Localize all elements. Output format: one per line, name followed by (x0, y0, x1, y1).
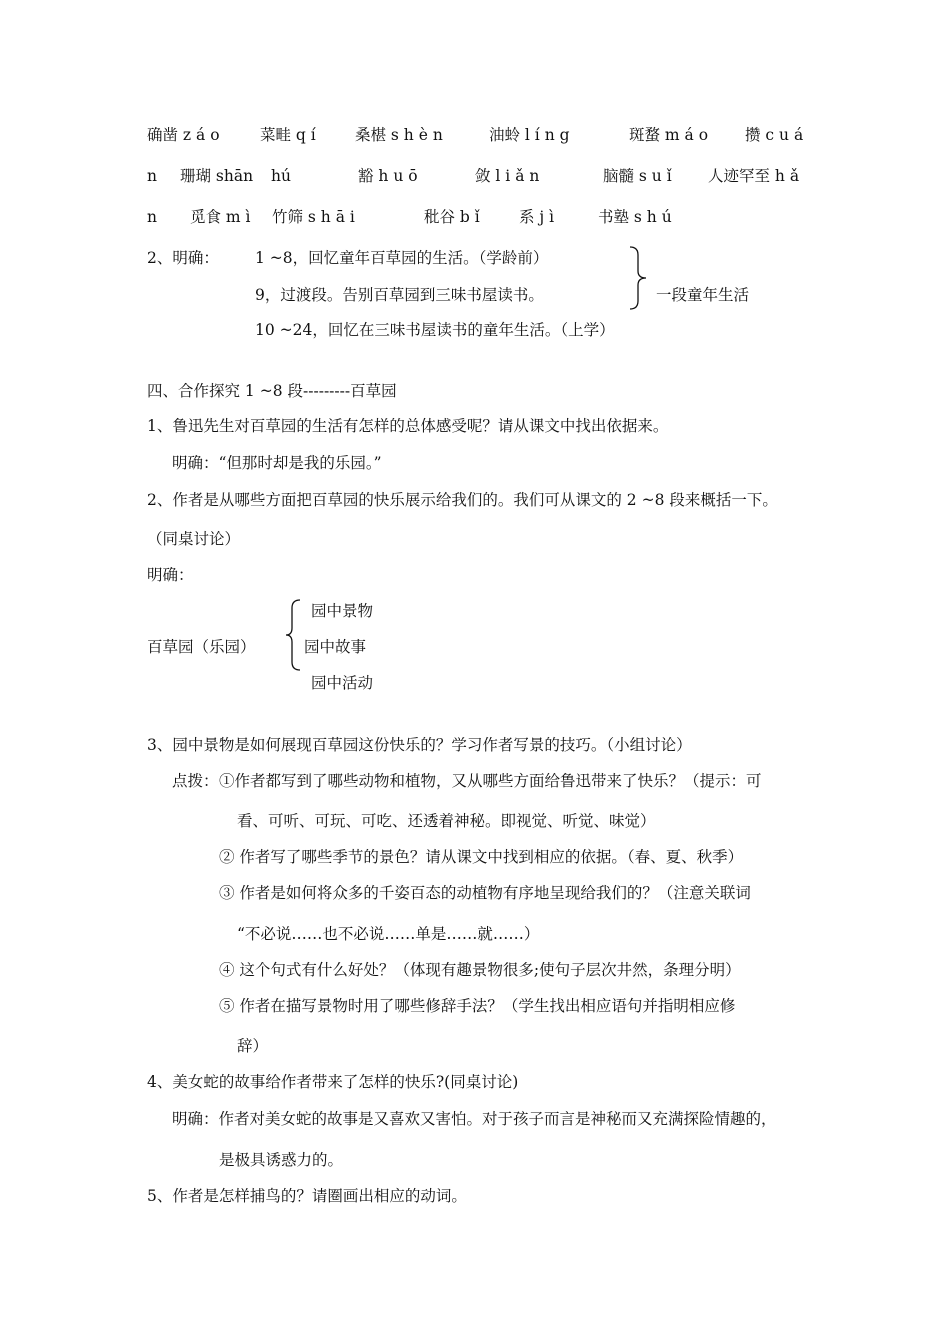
answer: 明确：作者对美女蛇的故事是又喜欢又害怕。对于孩子而言是神秘而又充满探险情趣的， (172, 1110, 777, 1128)
hint-line: 看、可听、可玩、可吃、还透着神秘。即视觉、听觉、味觉） (237, 812, 656, 830)
question: 1、鲁迅先生对百草园的生活有怎样的总体感受呢？请从课文中找出依据来。 (147, 417, 669, 435)
hint-line: “不必说……也不必说……单是……就……） (237, 925, 540, 943)
hint-line: ①作者都写到了哪些动物和植物，又从哪些方面给鲁迅带来了快乐？（提示：可 (219, 772, 762, 790)
left-brace-icon (284, 598, 304, 672)
hint-line: 辞） (237, 1037, 269, 1055)
structure-item: 9，过渡段。告别百草园到三味书屋读书。 (255, 286, 544, 304)
question: 5、作者是怎样捕鸟的？请圈画出相应的动词。 (147, 1187, 467, 1205)
vocab-item: 确凿 z á o (147, 126, 220, 144)
structure-item: 10 ~24，回忆在三味书屋读书的童年生活。（上学） (255, 321, 615, 339)
hint-line: ③ 作者是如何将众多的千姿百态的动植物有序地呈现给我们的？（注意关联词 (219, 884, 751, 902)
vocab-item: n (147, 167, 157, 185)
garden-item: 园中景物 (311, 602, 374, 620)
structure-item: 1 ~8，回忆童年百草园的生活。（学龄前） (255, 249, 549, 267)
part-heading: 四、合作探究 1 ~8 段---------百草园 (147, 382, 397, 400)
question: 2、作者是从哪些方面把百草园的快乐展示给我们的。我们可从课文的 2 ~8 段来概括一下。 (147, 491, 778, 509)
vocab-item: 豁 h u ō (358, 167, 418, 185)
right-brace-icon (626, 245, 650, 311)
vocab-item: 攒 c u á (745, 126, 804, 144)
garden-item: 园中活动 (311, 674, 374, 692)
vocab-item: 系 j ì (519, 208, 555, 226)
answer-label: 明确： (147, 566, 194, 584)
structure-summary: 一段童年生活 (656, 286, 750, 304)
garden-item: 园中故事 (304, 638, 367, 656)
vocab-item: 觅食 m ì (190, 208, 251, 226)
vocab-item: 桑椹 s h è n (355, 126, 443, 144)
question-note: （同桌讨论） (147, 530, 241, 548)
question: 4、美女蛇的故事给作者带来了怎样的快乐?(同桌讨论) (147, 1073, 519, 1091)
vocab-item: 斑蝥 m á o (629, 126, 709, 144)
vocab-item: 油蛉 l í n g (489, 126, 570, 144)
answer: 明确：“但那时却是我的乐园。” (172, 454, 382, 472)
section-label: 2、明确： (147, 249, 219, 267)
vocab-item: 秕谷 b ǐ (424, 208, 480, 226)
vocab-item: 书塾 s h ú (598, 208, 672, 226)
vocab-item: 敛 l i ǎ n (475, 167, 540, 185)
garden-title: 百草园（乐园） (147, 638, 256, 656)
hint-line: ② 作者写了哪些季节的景色？请从课文中找到相应的依据。（春、夏、秋季） (219, 848, 744, 866)
answer: 是极具诱惑力的。 (219, 1151, 344, 1169)
question: 3、园中景物是如何展现百草园这份快乐的？学习作者写景的技巧。（小组讨论） (147, 736, 692, 754)
vocab-item: 珊瑚 shān (180, 167, 254, 185)
vocab-item: 菜畦 q í (260, 126, 316, 144)
vocab-item: n (147, 208, 157, 226)
vocab-item: hú (271, 167, 291, 185)
vocab-item: 脑髓 s u ǐ (603, 167, 672, 185)
vocab-item: 竹筛 s h ā i (272, 208, 355, 226)
vocab-item: 人迹罕至 h ǎ (708, 167, 800, 185)
hint-label: 点拨： (172, 772, 219, 790)
hint-line: ④ 这个句式有什么好处？（体现有趣景物很多;使句子层次井然，条理分明） (219, 961, 741, 979)
hint-line: ⑤ 作者在描写景物时用了哪些修辞手法？（学生找出相应语句并指明相应修 (219, 997, 736, 1015)
